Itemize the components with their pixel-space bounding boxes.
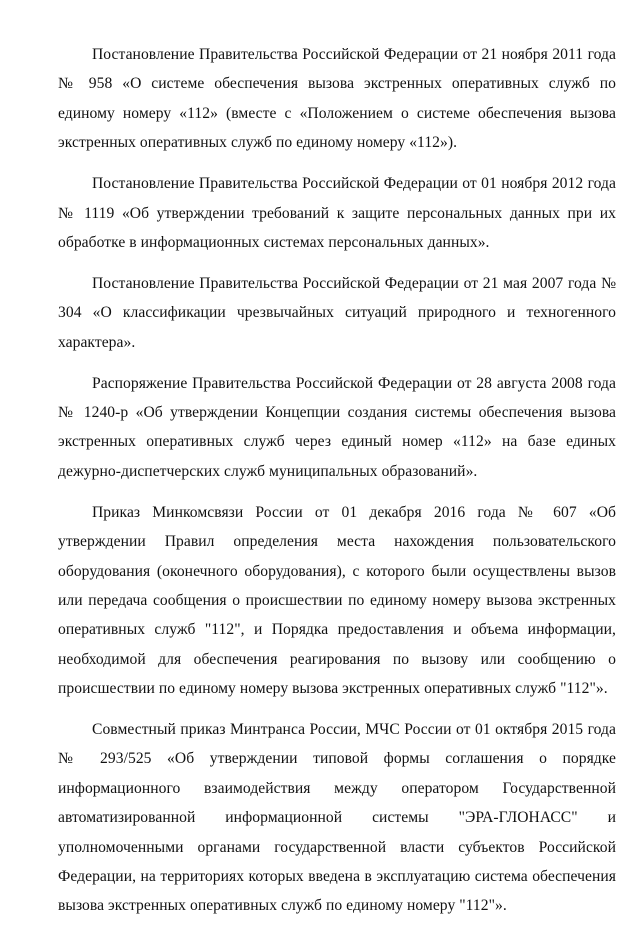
paragraph-order-1240-r: Распоряжение Правительства Российской Федерации от 28 августа 2008 года № 1240-р «Об утверждении Концепции создания системы обеспечения вызова экстренных оперативных служб через единый номер «112» на базе единых дежурно-диспетчерских служб муниципальных образований». xyxy=(58,374,616,480)
paragraph-decree-304: Постановление Правительства Российской Федерации от 21 мая 2007 года № 304 «О классификации чрезвычайных ситуаций природного и техногенного характера». xyxy=(58,274,616,351)
paragraph-joint-order-293-525: Совместный приказ Минтранса России, МЧС России от 01 октября 2015 года № 293/525 «Об утверждении типовой формы соглашения о порядке информационного взаимодействия между оператором Государственной автоматизированной информационной системы "ЭРА-ГЛОНАСС" и уполномоченными органами государственной власти субъектов Российской Федерации, на территориях которых введена в эксплуатацию система обеспечения вызова экстренных оперативных служб по единому номеру "112"». xyxy=(58,721,616,915)
paragraph-decree-1119: Постановление Правительства Российской Федерации от 01 ноября 2012 года № 1119 «Об утверждении требований к защите персональных данных при их обработке в информационных системах персональных данных». xyxy=(58,175,616,251)
paragraph-decree-958: Постановление Правительства Российской Федерации от 21 ноября 2011 года № 958 «О системе обеспечения вызова экстренных оперативных служб по единому номеру «112» (вместе с «Положением о системе обеспечения вызова экстренных оперативных служб по единому номеру «112»). xyxy=(58,46,616,152)
paragraph-order-607: Приказ Минкомсвязи России от 01 декабря 2016 года № 607 «Об утверждении Правил определения места нахождения пользовательского оборудования (оконечного оборудования), с которого были осуществлены вызов или передача сообщения о происшествии по единому номеру вызова экстренных оперативных служб "112", и Порядка предоставления и объема информации, необходимой для обеспечения реагирования по вызову или сообщению о происшествии по единому номеру вызова экстренных оперативных служб "112"». xyxy=(58,503,616,698)
document-body xyxy=(58,40,616,932)
